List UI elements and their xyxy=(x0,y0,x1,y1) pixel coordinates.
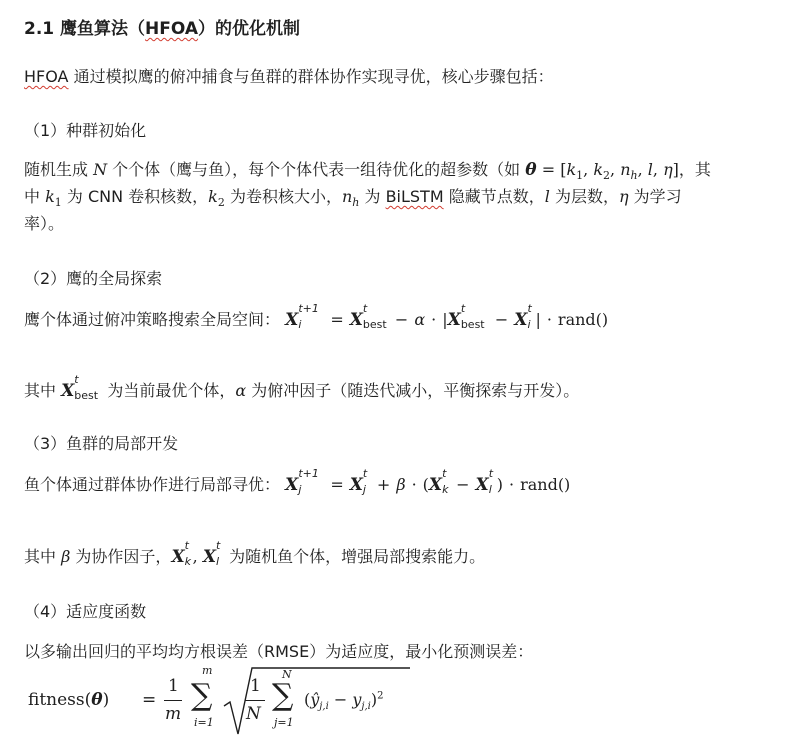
subsection-title-3: （3）鱼群的局部开发 xyxy=(24,434,179,453)
init-line-1: 随机生成 N 个个体（鹰与鱼），每个个体代表一组待优化的超参数（如 $\theta = [k_1$, $k_2$, $n_h$, l, η]，其 xyxy=(24,160,711,183)
squared-error: $(ŷ_{j,i} - y_{j,i})^2$ xyxy=(304,690,384,713)
init-line-2: 中 $k_1$ 为 CNN 卷积核数，$k_2$ 为卷积核大小，$n_h$ 为 BiLSTM 隐藏节点数，l 为层数，η 为学习 xyxy=(24,187,682,210)
subsection-title-4: （4）适应度函数 xyxy=(24,602,147,621)
heading-acronym: HFOA xyxy=(145,19,199,39)
fitness-lead-line: 以多输出回归的平均均方根误差（RMSE）为适应度，最小化预测误差： xyxy=(24,642,534,661)
sum-symbol-j: ∑ xyxy=(272,678,294,713)
sum-symbol-i: ∑ xyxy=(191,678,213,713)
fish-update-line: 鱼个体通过群体协作进行局部寻优： X t+1 j = X t j + β · (X t k − X t l ) · rand() xyxy=(24,466,571,496)
init-line-3: 率）。 xyxy=(24,214,65,233)
subsection-title-1: （1）种群初始化 xyxy=(24,121,147,140)
fitness-formula: fitness(θ) = 1 m m ∑ i=1 1 N N ∑ j=1 $(ŷ_{j,i} - y_{j,i})^2$ xyxy=(24,664,444,744)
hawk-note-line: 其中 X t best 为当前最优个体，α 为俯冲因子（随迭代减小，平衡探索与开发）。 xyxy=(24,372,580,402)
subsection-title-2: （2）鹰的全局探索 xyxy=(24,269,163,288)
intro-paragraph: HFOA 通过模拟鹰的俯冲捕食与鱼群的群体协作实现寻优，核心步骤包括： xyxy=(24,67,554,86)
fish-note-line: 其中 β 为协作因子，X t k , X t l 为随机鱼个体，增强局部搜索能力。 xyxy=(24,538,486,568)
intro-acronym: HFOA xyxy=(24,67,69,86)
section-heading: 2.1 鹰鱼算法（HFOA）的优化机制 xyxy=(24,19,301,39)
hawk-update-line: 鹰个体通过俯冲策略搜索全局空间： X t+1 i = X t best − α · |X t best − X t i | · rand() xyxy=(24,301,609,331)
fitness-label: fitness(θ) xyxy=(28,690,110,710)
